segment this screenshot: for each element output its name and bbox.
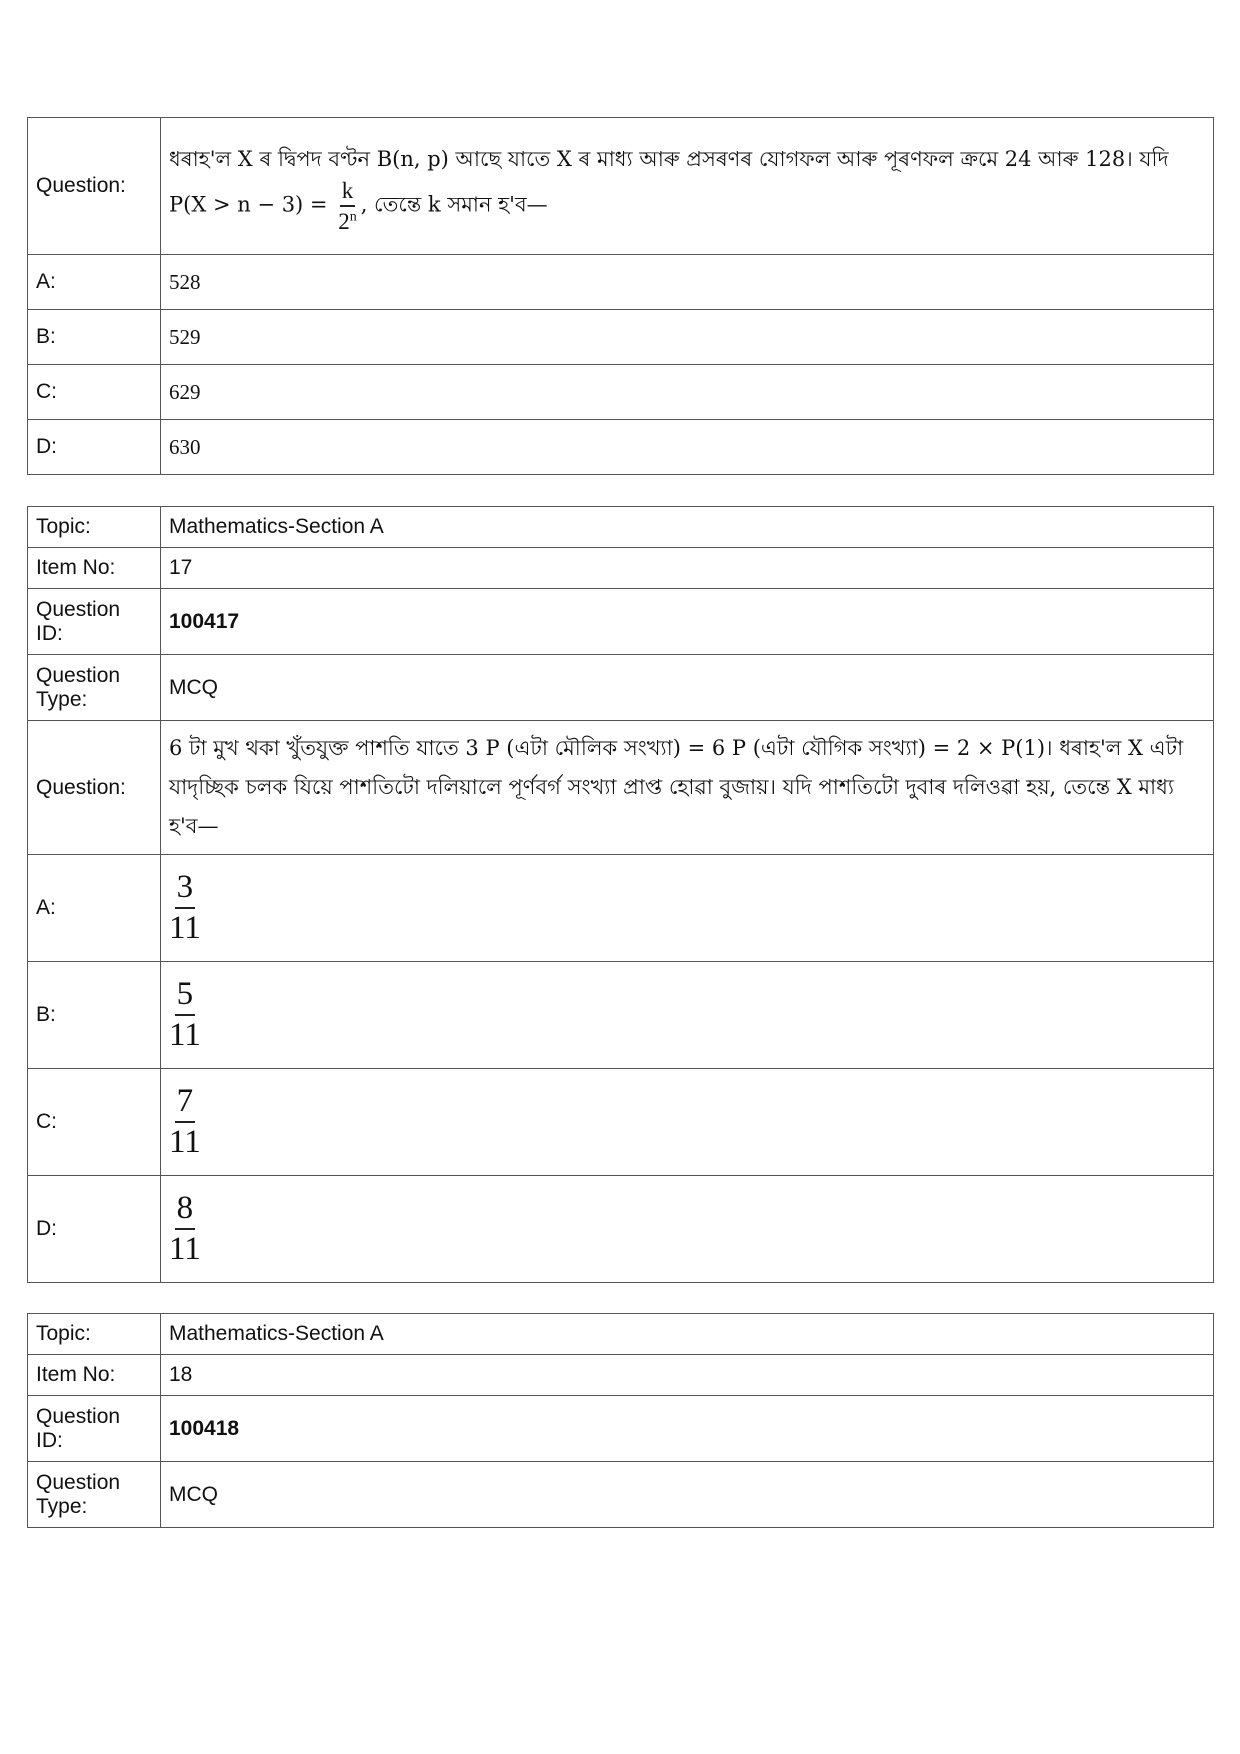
fraction-numerator: 5 bbox=[175, 978, 196, 1016]
question-type-row bbox=[28, 1462, 1214, 1528]
option-row-a bbox=[28, 855, 1214, 962]
item-no-label: Item No: bbox=[28, 1355, 161, 1396]
option-d-value: 630 bbox=[161, 420, 1214, 475]
fraction-exponent: n bbox=[349, 208, 357, 224]
option-row-b bbox=[28, 962, 1214, 1069]
topic-value: Mathematics-Section A bbox=[161, 1314, 1214, 1355]
option-c-fraction bbox=[169, 1085, 201, 1159]
option-b-label: B: bbox=[28, 310, 161, 365]
question-type-label: Question Type: bbox=[28, 655, 161, 721]
item-no-value: 18 bbox=[161, 1355, 1214, 1396]
option-row-b bbox=[28, 310, 1214, 365]
topic-value: Mathematics-Section A bbox=[161, 507, 1214, 548]
option-row-a bbox=[28, 255, 1214, 310]
fraction-numerator: 8 bbox=[175, 1192, 196, 1230]
question-id-row bbox=[28, 1396, 1214, 1462]
option-b-label: B: bbox=[28, 962, 161, 1069]
option-b-value: 529 bbox=[161, 310, 1214, 365]
fraction-denominator: 11 bbox=[169, 1231, 201, 1267]
option-c-value bbox=[161, 1069, 1214, 1176]
question-id-label: Question ID: bbox=[28, 589, 161, 655]
option-d-fraction bbox=[169, 1192, 201, 1266]
topic-label: Topic: bbox=[28, 1314, 161, 1355]
question-id-value: 100418 bbox=[161, 1396, 1214, 1462]
question-type-row bbox=[28, 655, 1214, 721]
question-block-1 bbox=[27, 117, 1214, 475]
fraction-denominator: 11 bbox=[169, 1124, 201, 1160]
option-c-value: 629 bbox=[161, 365, 1214, 420]
option-a-value: 528 bbox=[161, 255, 1214, 310]
fraction-denominator: 11 bbox=[169, 1017, 201, 1053]
question-text-part1: ধৰাহ'ল X ৰ দ্বিপদ বণ্টন B(n, p) আছে যাতে X ৰ মাধ্য আৰু প্ৰসৰণৰ যোগফল আৰু পূৰণফল ক্ৰমে 24 আৰু 128। যদি P(X > n − 3) = bbox=[169, 146, 1169, 216]
question-block-3 bbox=[27, 1313, 1214, 1528]
question-text: 6 টা মুখ থকা খুঁতযুক্ত পাশতি যাতে 3 P (এটা মৌলিক সংখ্যা) = 6 P (এটা যৌগিক সংখ্যা) = 2 × P(1)। ধৰাহ'ল X এটা যাদৃচ্ছিক চলক যিয়ে পাশতিটো দলিয়ালে পূৰ্ণবৰ্গ সংখ্যা প্ৰাপ্ত হোৱা বুজায়। যদি পাশতিটো দুবাৰ দলিওৱা হয়, তেন্তে X মাধ্য হ'ব— bbox=[161, 721, 1214, 855]
topic-row bbox=[28, 507, 1214, 548]
fraction-numerator: 7 bbox=[175, 1085, 196, 1123]
option-row-c bbox=[28, 365, 1214, 420]
question-text bbox=[161, 118, 1214, 255]
question-id-row bbox=[28, 589, 1214, 655]
option-b-fraction bbox=[169, 978, 201, 1052]
item-no-row bbox=[28, 548, 1214, 589]
question-block-2 bbox=[27, 506, 1214, 1283]
question-id-label: Question ID: bbox=[28, 1396, 161, 1462]
option-row-d bbox=[28, 1176, 1214, 1283]
question-type-value: MCQ bbox=[161, 1462, 1214, 1528]
question-type-value: MCQ bbox=[161, 655, 1214, 721]
option-b-value bbox=[161, 962, 1214, 1069]
question-id-value: 100417 bbox=[161, 589, 1214, 655]
topic-label: Topic: bbox=[28, 507, 161, 548]
option-a-label: A: bbox=[28, 255, 161, 310]
topic-row bbox=[28, 1314, 1214, 1355]
fraction-numerator: 3 bbox=[175, 871, 196, 909]
option-c-label: C: bbox=[28, 365, 161, 420]
item-no-label: Item No: bbox=[28, 548, 161, 589]
fraction-denominator: 11 bbox=[169, 910, 201, 946]
question-row bbox=[28, 118, 1214, 255]
option-a-fraction bbox=[169, 871, 201, 945]
question-text-part2: , তেন্তে k সমান হ'ব— bbox=[360, 192, 548, 216]
fraction-denominator: 2$^n$ bbox=[338, 208, 357, 234]
option-d-value bbox=[161, 1176, 1214, 1283]
option-d-label: D: bbox=[28, 1176, 161, 1283]
item-no-value: 17 bbox=[161, 548, 1214, 589]
question-label: Question: bbox=[28, 118, 161, 255]
option-c-label: C: bbox=[28, 1069, 161, 1176]
option-a-label: A: bbox=[28, 855, 161, 962]
question-label: Question: bbox=[28, 721, 161, 855]
question-row bbox=[28, 721, 1214, 855]
fraction-numerator: k bbox=[340, 179, 356, 207]
question-fraction bbox=[338, 179, 357, 233]
option-row-d bbox=[28, 420, 1214, 475]
option-row-c bbox=[28, 1069, 1214, 1176]
option-d-label: D: bbox=[28, 420, 161, 475]
option-a-value bbox=[161, 855, 1214, 962]
question-type-label: Question Type: bbox=[28, 1462, 161, 1528]
item-no-row bbox=[28, 1355, 1214, 1396]
